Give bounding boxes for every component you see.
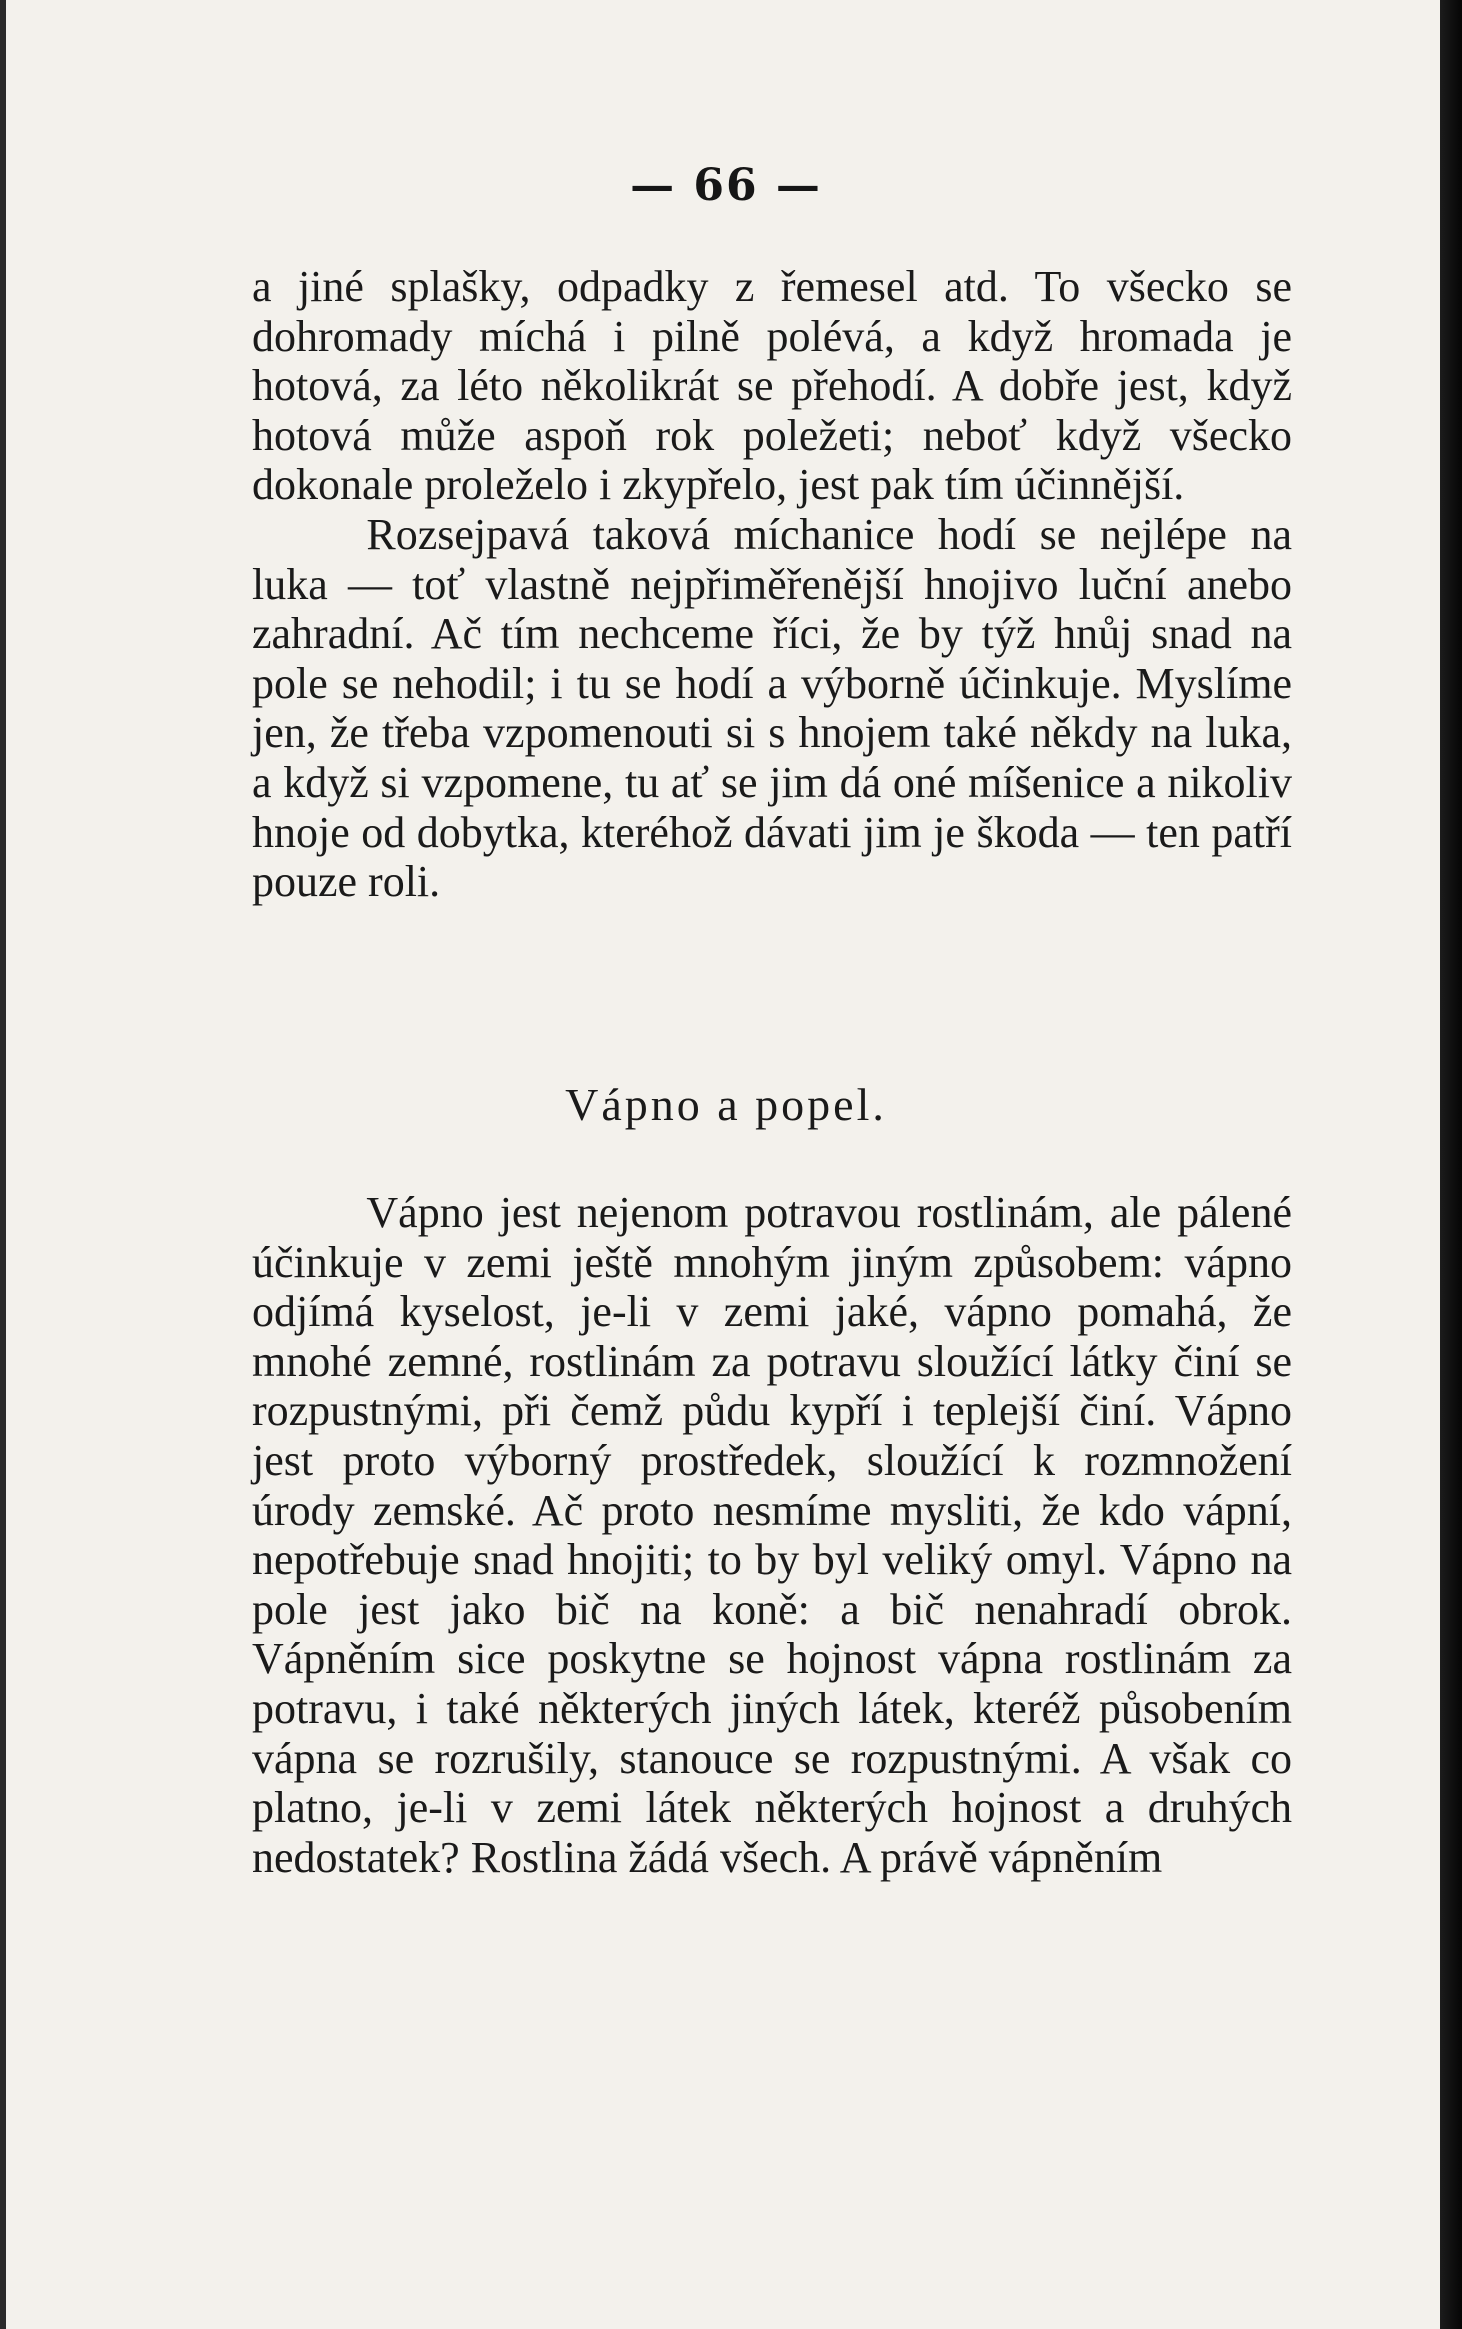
section-heading: Vápno a popel.: [565, 1079, 887, 1130]
paragraph-lime-effects: Vápno jest nejenom potravou rostlinám, ale pálené účinkuje v zemi ještě mnohým jiným způsobem: vápno odjímá kyselost, je-li v zemi jaké, vápno pomahá, že mnohé zemné, rostlinám za potravu sloužící látky činí se rozpustnými, při čemž půdu kypří i teplejší činí. Vápno jest proto výborný prostředek, sloužící k rozmnožení úrody zemské. Ač proto nesmíme mysliti, že kdo vápní, nepotřebuje snad hnojiti; to by byl veliký omyl. Vápno na pole jest jako bič na koně: a bič nenahradí obrok. Vápněním sice poskytne se hojnost vápna rostlinám za potravu, i také některých jiných látek, kteréž působením vápna se rozrušily, stanouce se rozpustnými. A však co platno, je-li v zemi látek některých hojnost a druhých nedostatek? Rostlina žádá všech. A právě vápněním: [252, 1188, 1292, 1882]
body-text-lower: [252, 1188, 1292, 1882]
paragraph-compost-preparation: a jiné splašky, odpadky z řemesel atd. To všecko se dohromady míchá i pilně polévá, a když hromada je hotová, za léto několikrát se přehodí. A dobře jest, když hotová může aspoň rok poležeti; neboť když všecko dokonale proleželo i zkypřelo, jest pak tím účinnější.: [252, 262, 1292, 510]
page-number: — 66 —: [630, 160, 822, 211]
page-edge-shadow: [1440, 0, 1462, 2329]
body-text-upper: [252, 262, 1292, 907]
paragraph-meadow-fertilizer: Rozsejpavá taková míchanice hodí se nejlépe na luka — toť vlastně nejpřiměřenější hnojivo luční anebo zahradní. Ač tím nechceme říci, že by týž hnůj snad na pole se nehodil; i tu se hodí a výborně účinkuje. Myslíme jen, že třeba vzpomenouti si s hnojem také někdy na luka, a když si vzpomene, tu ať se jim dá oné míšenice a nikoliv hnoje od dobytka, kteréhož dávati jim je škoda — ten patří pouze roli.: [252, 509, 1292, 907]
